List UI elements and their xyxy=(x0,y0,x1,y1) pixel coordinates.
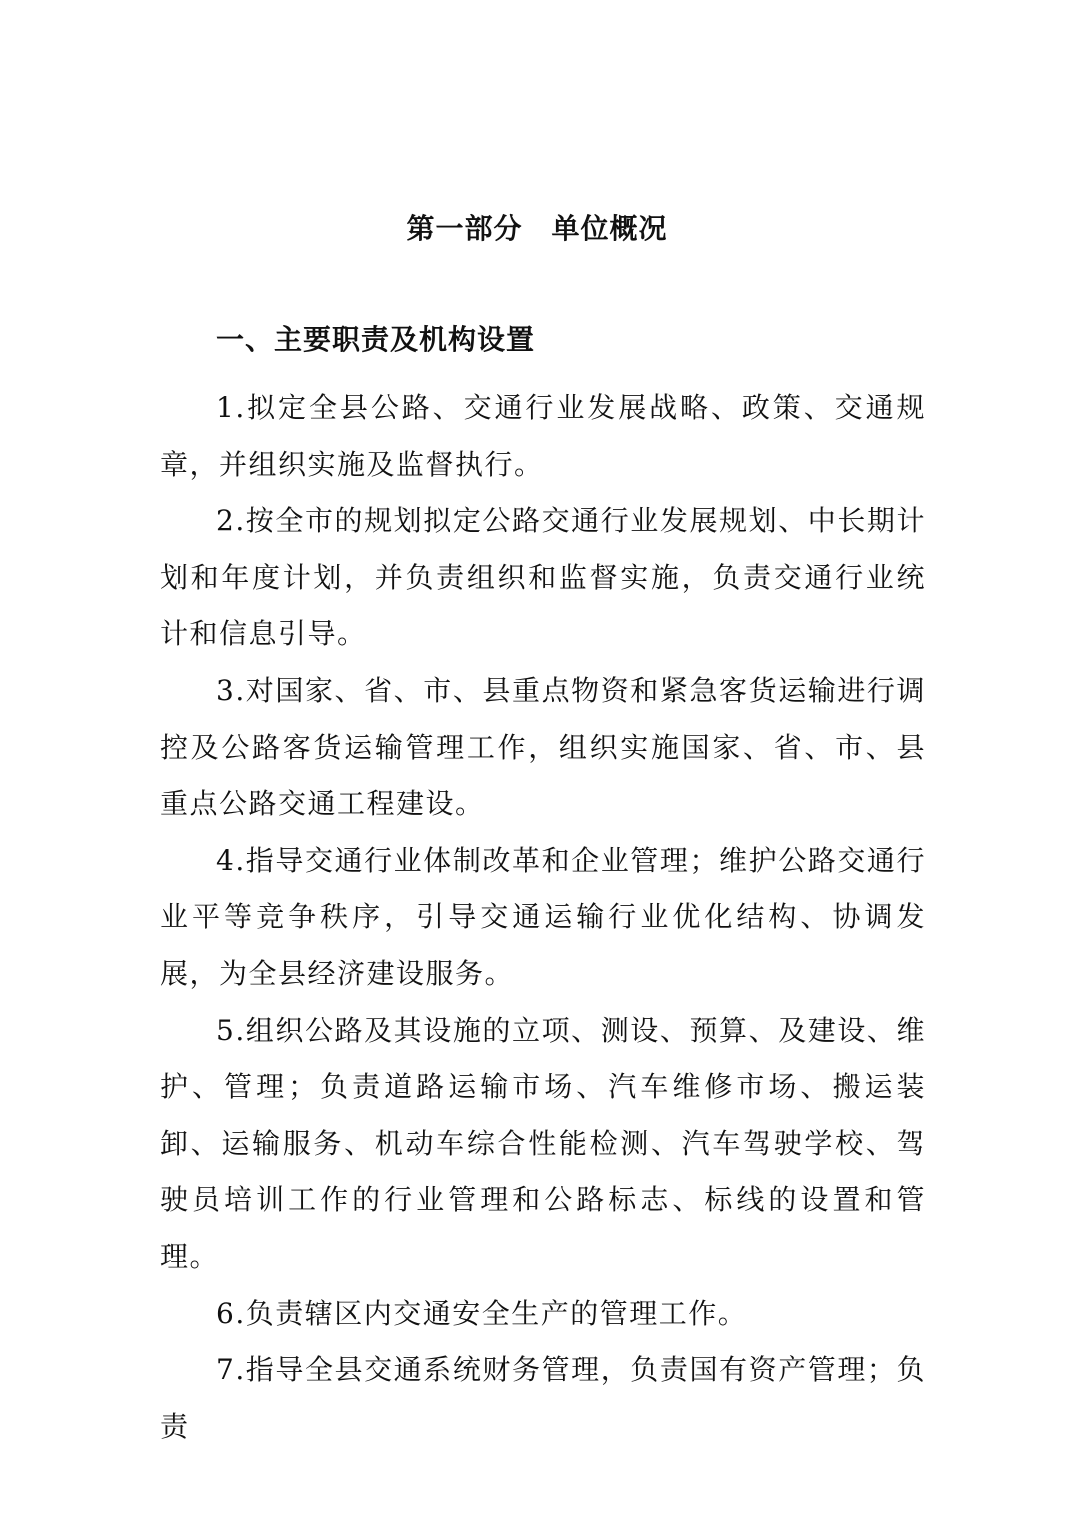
paragraph-3: 3.对国家、省、市、县重点物资和紧急客货运输进行调控及公路客货运输管理工作，组织实施国家、省、市、县重点公路交通工程建设。 xyxy=(160,673,926,821)
page-title: 第一部分 单位概况 xyxy=(406,212,668,245)
section-heading: 一、主要职责及机构设置 xyxy=(216,323,536,356)
paragraph-6: 6.负责辖区内交通安全生产的管理工作。 xyxy=(216,1296,748,1330)
paragraph-1: 1.拟定全县公路、交通行业发展战略、政策、交通规章，并组织实施及监督执行。 xyxy=(160,391,926,481)
paragraph-7: 7.指导全县交通系统财务管理，负责国有资产管理；负责 xyxy=(160,1353,926,1443)
body-text xyxy=(160,380,926,1455)
paragraph-2: 2.按全市的规划拟定公路交通行业发展规划、中长期计划和年度计划，并负责组织和监督实施，负责交通行业统计和信息引导。 xyxy=(160,504,926,651)
paragraph-5: 5.组织公路及其设施的立项、测设、预算、及建设、维护、管理；负责道路运输市场、汽车维修市场、搬运装卸、运输服务、机动车综合性能检测、汽车驾驶学校、驾驶员培训工作的行业管理和公路标志、标线的设置和管理。 xyxy=(160,1013,926,1273)
paragraph-4: 4.指导交通行业体制改革和企业管理；维护公路交通行业平等竞争秩序，引导交通运输行业优化结构、协调发展，为全县经济建设服务。 xyxy=(160,843,926,990)
